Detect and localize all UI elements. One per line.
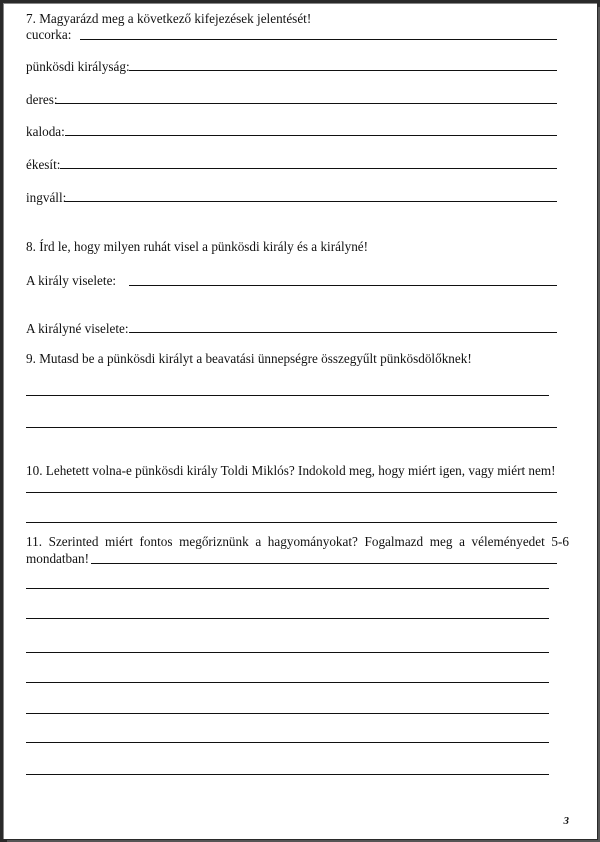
q10-answer-line-2[interactable] (26, 522, 557, 523)
q9-answer-line-2[interactable] (26, 427, 557, 428)
q11-answer-line-1[interactable] (91, 563, 557, 564)
q11-answer-line-5[interactable] (26, 682, 549, 683)
q11-prompt-line-1: 11. Szerinted miért fontos megőriznünk a hagyományokat? Fogalmazd meg a véleményedet 5-6 (26, 534, 569, 549)
term-deres-label: deres: (26, 92, 58, 107)
term-punkosdi-kiralysag-answer-line[interactable] (129, 70, 557, 71)
term-ingvall-answer-line[interactable] (64, 201, 557, 202)
q11-answer-line-3[interactable] (26, 618, 549, 619)
q11-answer-line-7[interactable] (26, 742, 549, 743)
term-punkosdi-kiralysag-label: pünkösdi királyság: (26, 59, 130, 74)
q8-prompt: 8. Írd le, hogy milyen ruhát visel a pünkösdi király és a királyné! (26, 239, 369, 254)
term-kaloda-label: kaloda: (26, 124, 65, 139)
term-kaloda-answer-line[interactable] (65, 135, 557, 136)
term-deres-answer-line[interactable] (55, 103, 557, 104)
term-ekesit-label: ékesít: (26, 157, 61, 172)
q9-answer-line-1[interactable] (26, 395, 549, 396)
q9-prompt: 9. Mutasd be a pünkösdi királyt a beavatási ünnepségre összegyűlt pünkösdölőknek! (26, 351, 472, 366)
q11-answer-line-6[interactable] (26, 713, 549, 714)
queen-attire-label: A királyné viselete: (26, 321, 129, 336)
term-cucorka-answer-line[interactable] (80, 39, 557, 40)
q10-answer-line-1[interactable] (26, 492, 557, 493)
q11-answer-line-8[interactable] (26, 774, 549, 775)
term-ekesit-answer-line[interactable] (60, 168, 557, 169)
q11-answer-line-4[interactable] (26, 652, 549, 653)
page-number: 3 (563, 815, 569, 827)
term-cucorka-label: cucorka: (26, 27, 72, 42)
king-attire-label: A király viselete: (26, 273, 117, 288)
q11-prompt-line-2: mondatban! (26, 551, 89, 566)
q10-prompt: 10. Lehetett volna-e pünkösdi király Toldi Miklós? Indokold meg, hogy miért igen, vagy miért nem! (26, 463, 556, 478)
queen-attire-answer-line[interactable] (129, 332, 557, 333)
q11-answer-line-2[interactable] (26, 588, 549, 589)
term-ingvall-label: ingváll: (26, 190, 67, 205)
q7-prompt: 7. Magyarázd meg a következő kifejezések jelentését! (26, 11, 312, 26)
king-attire-answer-line[interactable] (129, 285, 557, 286)
